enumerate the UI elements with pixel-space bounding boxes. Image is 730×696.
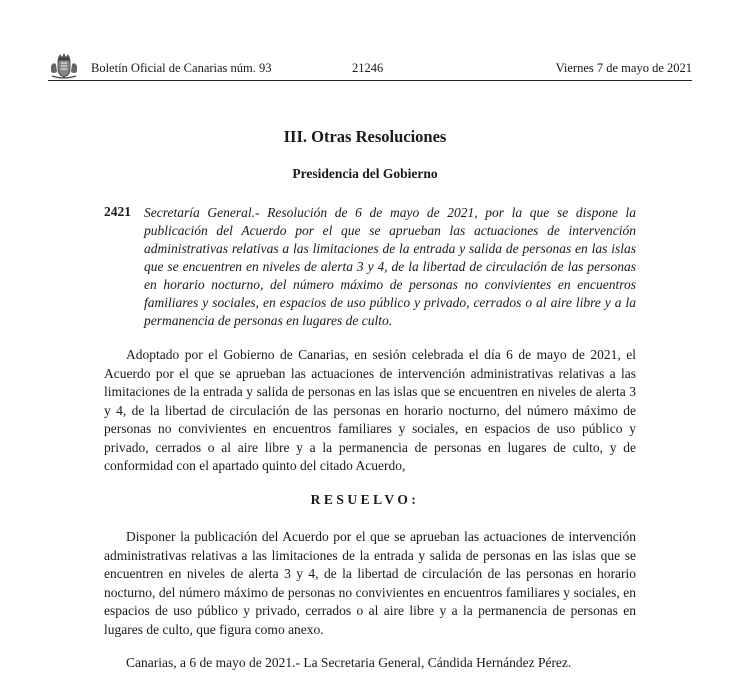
- body-paragraph-1: Adoptado por el Gobierno de Canarias, en sesión celebrada el día 6 de mayo de 2021, el Acuerdo por el que se aprueban las actuaciones de intervención administrativas relativas a las limitaciones de la entrada y salida de personas en las islas que se encuentren en niveles de alerta 3 y 4, de la libertad de circulación de las personas en horario nocturno, del número máximo de personas no convivientes en encuentros familiares y sociales, en espacios de uso público y privado, cerrados o al aire libre y a la permanencia de personas en lugares de culto, y de conformidad con el apartado quinto del citado Acuerdo,: [104, 347, 636, 473]
- coat-of-arms-icon: [48, 52, 80, 80]
- subsection-title: Presidencia del Gobierno: [292, 166, 438, 181]
- body-paragraph-2: Disponer la publicación del Acuerdo por el que se aprueban las actuaciones de intervención administrativas relativas a las limitaciones de la entrada y salida de personas en las islas que se encuentren en niveles de alerta 3 y 4, de la libertad de circulación de las personas en horario nocturno, del número máximo de personas no convivientes en encuentros familiares y sociales, en espacios de uso público y privado, cerrados o al aire libre y a la permanencia de personas en lugares de culto, que figura como anexo.: [104, 529, 636, 637]
- publication-date: Viernes 7 de mayo de 2021: [555, 61, 692, 75]
- publication-name: Boletín Oficial de Canarias núm. 93: [91, 61, 272, 75]
- resolution-summary: Secretaría General.- Resolución de 6 de mayo de 2021, por la que se dispone la publicación del Acuerdo por el que se aprueban las actuaciones de intervención administrativas relativas a las limitaciones de la entrada y salida de personas en las islas que se encuentren en niveles de alerta 3 y 4, de la libertad de circulación de las personas en horario nocturno, del número máximo de personas no convivientes en encuentros familiares y sociales, en espacios de uso público y privado, cerrados o al aire libre y a la permanencia de personas en lugares de culto.: [144, 205, 636, 328]
- signature-line: Canarias, a 6 de mayo de 2021.- La Secretaria General, Cándida Hernández Pérez.: [126, 655, 572, 670]
- page-number: 21246: [352, 61, 384, 75]
- page-header: [48, 52, 692, 81]
- section-title: III. Otras Resoluciones: [283, 127, 447, 146]
- resolution-number: 2421: [104, 204, 131, 219]
- resuelvo-heading: RESUELVO:: [310, 492, 420, 507]
